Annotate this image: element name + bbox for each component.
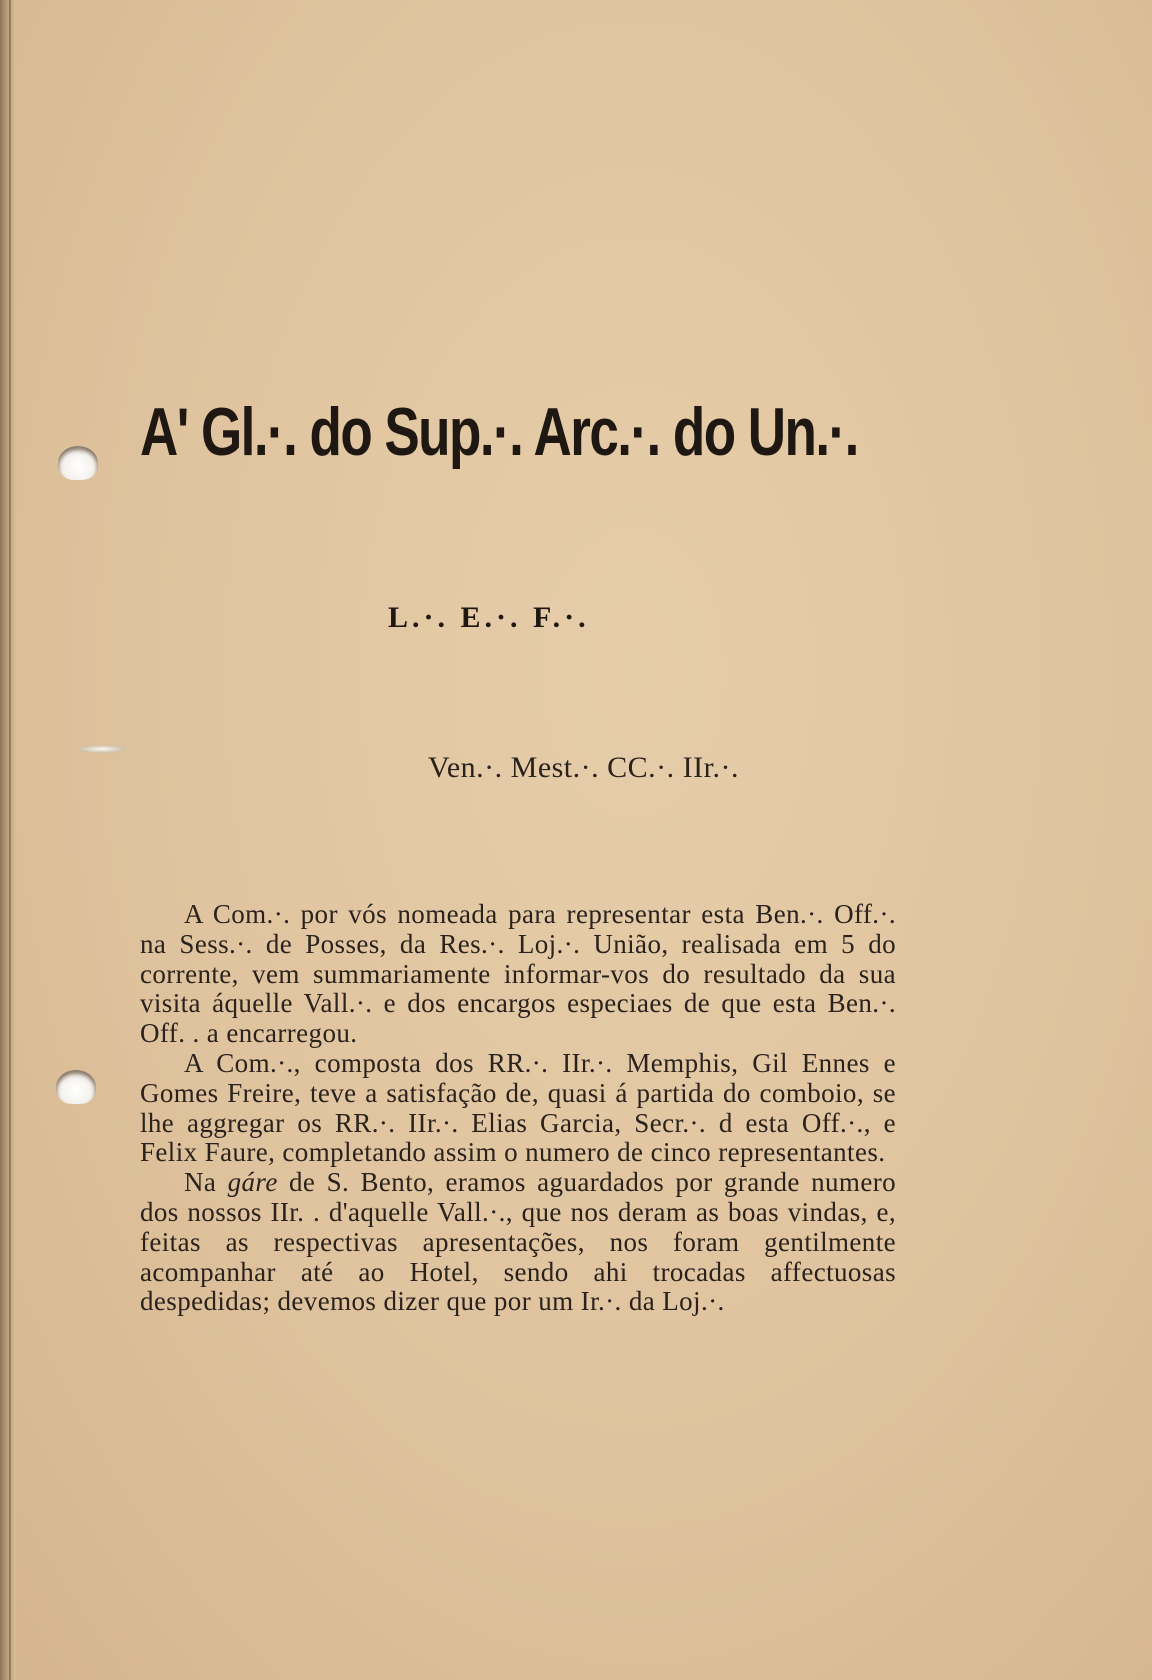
paragraph-1: A Com.·. por vós nomeada para representar esta Ben.·. Off.·. na Sess.·. de Posses, da Res.·. Loj.·. União, realisada em 5 do corrente, vem summariamente informar-vos do resultado da sua visita áquelle Vall.·. e dos encargos especiaes de que esta Ben.·. Off. . a encarregou. xyxy=(140,899,896,1049)
binding-crease xyxy=(9,0,11,1680)
lodge-initials: L.·. E.·. F.·. xyxy=(388,601,590,634)
dedication-heading: A' Gl.·. do Sup.·. Arc.·. do Un.·. xyxy=(140,394,858,470)
punch-hole-top xyxy=(58,446,98,480)
letter-body xyxy=(140,900,896,1317)
salutation: Ven.·. Mest.·. CC.·. IIr.·. xyxy=(428,751,739,784)
paragraph-3-start: Na xyxy=(184,1167,228,1198)
paper-tear xyxy=(78,745,126,753)
paragraph-3 xyxy=(140,1168,896,1317)
paragraph-3-rest: de S. Bento, eramos aguardados por grande numero dos nossos IIr. . d'aquelle Vall.·., que nos deram as boas vindas, e, feitas as respectivas apresentações, nos foram gentilmente acompanhar até ao Hotel, sendo ahi trocadas affectuosas despedidas; devemos dizer que por um Ir.·. da Loj.·. xyxy=(140,1167,896,1317)
binding-spine xyxy=(0,0,16,1680)
paragraph-3-italic-word: gáre xyxy=(227,1167,278,1198)
punch-hole-bottom xyxy=(56,1070,96,1104)
paragraph-2: A Com.·., composta dos RR.·. IIr.·. Memphis, Gil Ennes e Gomes Freire, teve a satisfação de, quasi á partida do comboio, se lhe aggregar os RR.·. IIr.·. Elias Garcia, Secr.·. d esta Off.·., e Felix Faure, completando assim o numero de cinco representantes. xyxy=(140,1047,896,1168)
